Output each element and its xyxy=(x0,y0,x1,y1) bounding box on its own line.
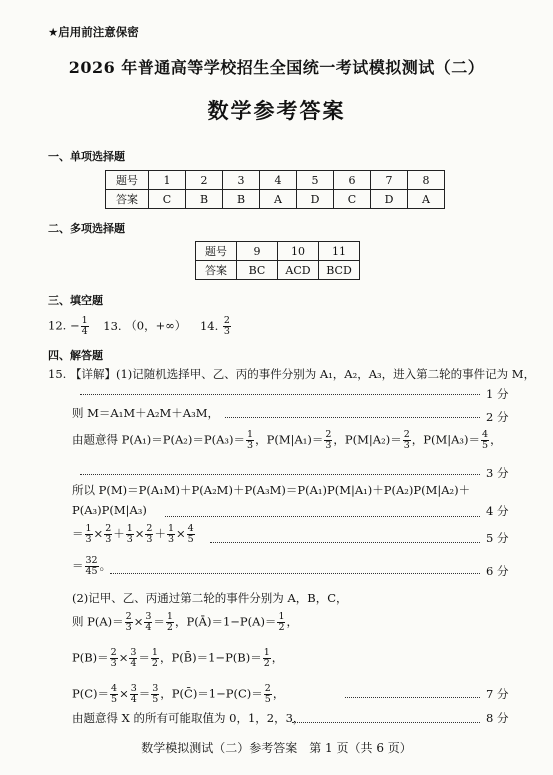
problem-number: 15. xyxy=(48,367,67,381)
fraction: $\frac{2}{3}$ xyxy=(403,429,410,451)
answer-cell: BCD xyxy=(319,261,360,280)
confidential-notice: ★启用前注意保密 xyxy=(48,25,139,39)
answer-cell: B xyxy=(186,190,223,209)
question-number: 9 xyxy=(237,242,278,261)
answer-cell: C xyxy=(334,190,371,209)
question-number: 7 xyxy=(371,171,408,190)
score-label: 5 分 xyxy=(486,531,509,545)
fraction: $\frac{3}{4}$ xyxy=(130,647,137,669)
dotted-leader xyxy=(165,516,480,517)
fraction: $\frac{1}{2}$ xyxy=(151,647,158,669)
exam-title: 2026 年普通高等学校招生全国统一考试模拟测试（二） xyxy=(68,58,485,77)
fraction: $\frac{32}{45}$ xyxy=(85,555,98,577)
fraction: $\frac{3}{4}$ xyxy=(145,611,152,633)
item-number: 12. xyxy=(48,318,67,333)
answer-cell: A xyxy=(408,190,445,209)
answer-cell: A xyxy=(260,190,297,209)
solution-line: P(A₃)P(M|A₃) xyxy=(72,503,147,517)
fraction: $\frac{2}{3}$ xyxy=(110,647,117,669)
row-label: 答案 xyxy=(196,261,237,280)
dotted-leader xyxy=(80,474,480,475)
table-row xyxy=(196,242,360,261)
fraction: $\frac{1}{3}$ xyxy=(247,429,254,451)
question-number: 8 xyxy=(408,171,445,190)
solution-line: 由题意得 P(A₁)＝P(A₂)＝P(A₃)＝ $\frac{1}{3}$ ，P(M|A₁)＝ $\frac{2}{3}$ ，P(M|A₂)＝ $\frac{2}{3}$ ，P(M|A₃)＝ $\frac{4}{5}$ ， xyxy=(72,429,502,451)
item-number: 14. xyxy=(199,318,219,333)
item-sign: − xyxy=(69,318,80,333)
fraction: $\frac{4}{5}$ xyxy=(187,523,194,545)
solution-line: P(B)＝ $\frac{2}{3}$ × $\frac{3}{4}$ ＝ $\frac{1}{2}$ ，P(B̄)＝1−P(B)＝ $\frac{1}{2}$ ， xyxy=(72,647,284,669)
detail-tag: 【详解】 xyxy=(69,367,116,381)
fraction: $\frac{4}{5}$ xyxy=(111,683,118,705)
fraction: $\frac{1}{3}$ xyxy=(85,523,92,545)
fraction: $\frac{2}{3}$ xyxy=(146,523,153,545)
document-subtitle: 数学参考答案 xyxy=(207,99,346,123)
solution-line: (2)记甲、乙、丙通过第二轮的事件分别为 A，B，C， xyxy=(72,591,348,605)
dotted-leader xyxy=(225,417,480,418)
section-solutions-heading: 四、解答题 xyxy=(48,349,103,362)
fraction: $\frac{3}{4}$ xyxy=(130,683,137,705)
solution-line: 则 M＝A₁M＋A₂M＋A₃M， xyxy=(72,406,220,420)
dotted-leader xyxy=(110,573,480,574)
fraction: $\frac{1}{3}$ xyxy=(126,523,133,545)
dotted-leader xyxy=(210,542,480,543)
solution-line: ＝ $\frac{1}{3}$ × $\frac{2}{3}$ ＋ $\frac{1}{3}$ × $\frac{2}{3}$ ＋ $\frac{1}{3}$ × $\frac{4}{5}$ xyxy=(72,523,194,545)
solution-line: P(C)＝ $\frac{4}{5}$ × $\frac{3}{4}$ ＝ $\frac{3}{5}$ ，P(C̄)＝1−P(C)＝ $\frac{2}{5}$ ， xyxy=(72,683,285,705)
answer-cell: C xyxy=(149,190,186,209)
fraction: $\frac{2}{5}$ xyxy=(264,683,271,705)
page-footer: 数学模拟测试（二）参考答案 第 1 页（共 6 页） xyxy=(141,741,412,755)
section-fill-blank-heading: 三、填空题 xyxy=(48,294,103,307)
solution-line: 所以 P(M)＝P(A₁M)＋P(A₂M)＋P(A₃M)＝P(A₁)P(M|A₁)＋P(A₂)P(M|A₂)＋ xyxy=(72,483,471,497)
answer-cell: B xyxy=(223,190,260,209)
score-label: 2 分 xyxy=(486,410,509,424)
fraction: $\frac{2}{3}$ xyxy=(105,523,112,545)
single-choice-answer-table xyxy=(105,170,445,209)
row-label: 答案 xyxy=(106,190,149,209)
table-row xyxy=(106,190,445,209)
question-number: 4 xyxy=(260,171,297,190)
item-number: 13. xyxy=(103,318,122,333)
table-row xyxy=(196,261,360,280)
question-number: 5 xyxy=(297,171,334,190)
fraction: $\frac{1}{2}$ xyxy=(263,647,270,669)
dotted-leader xyxy=(80,394,480,395)
section-multi-choice-heading: 二、多项选择题 xyxy=(48,222,125,235)
score-label: 7 分 xyxy=(486,687,509,701)
question-number: 10 xyxy=(278,242,319,261)
answer-cell: D xyxy=(371,190,408,209)
section-single-choice-heading: 一、单项选择题 xyxy=(48,150,125,163)
answer-cell: D xyxy=(297,190,334,209)
dotted-leader xyxy=(345,697,480,698)
question-number: 6 xyxy=(334,171,371,190)
fraction: $\frac{1}{4}$ xyxy=(81,315,88,337)
row-label: 题号 xyxy=(196,242,237,261)
score-label: 1 分 xyxy=(486,387,509,401)
fraction: $\frac{1}{2}$ xyxy=(278,611,285,633)
fraction: $\frac{1}{3}$ xyxy=(167,523,175,545)
solution-line: 由题意得 X 的所有可能取值为 0，1，2，3， xyxy=(72,711,305,725)
solution-line: ＝ $\frac{32}{45}$ 。 xyxy=(72,555,112,577)
fraction: $\frac{1}{2}$ xyxy=(166,611,173,633)
item-value: （0，+∞） xyxy=(125,318,187,333)
fraction: $\frac{2}{3}$ xyxy=(325,429,332,451)
fraction: $\frac{2}{3}$ xyxy=(125,611,132,633)
score-label: 6 分 xyxy=(486,564,509,578)
answer-cell: ACD xyxy=(278,261,319,280)
question-number: 11 xyxy=(319,242,360,261)
fraction: $\frac{4}{5}$ xyxy=(482,429,489,451)
table-row xyxy=(106,171,445,190)
score-label: 8 分 xyxy=(486,711,509,725)
fill-blank-answers xyxy=(48,316,232,337)
solution-line xyxy=(48,366,535,382)
question-number: 1 xyxy=(149,171,186,190)
dotted-leader xyxy=(292,722,480,723)
multi-choice-answer-table xyxy=(195,241,360,280)
score-label: 3 分 xyxy=(486,466,509,480)
fraction: $\frac{3}{5}$ xyxy=(152,683,159,705)
question-number: 2 xyxy=(186,171,223,190)
answer-cell: BC xyxy=(237,261,278,280)
solution-line: 则 P(A)＝ $\frac{2}{3}$ × $\frac{3}{4}$ ＝ $\frac{1}{2}$ ，P(Ā)＝1−P(A)＝ $\frac{1}{2}$ ， xyxy=(72,611,298,633)
fraction: $\frac{2}{3}$ xyxy=(223,315,230,337)
question-number: 3 xyxy=(223,171,260,190)
row-label: 题号 xyxy=(106,171,149,190)
solution-text: (1)记随机选择甲、乙、丙的事件分别为 A₁，A₂，A₃，进入第二轮的事件记为 M， xyxy=(115,367,536,381)
score-label: 4 分 xyxy=(486,504,509,518)
